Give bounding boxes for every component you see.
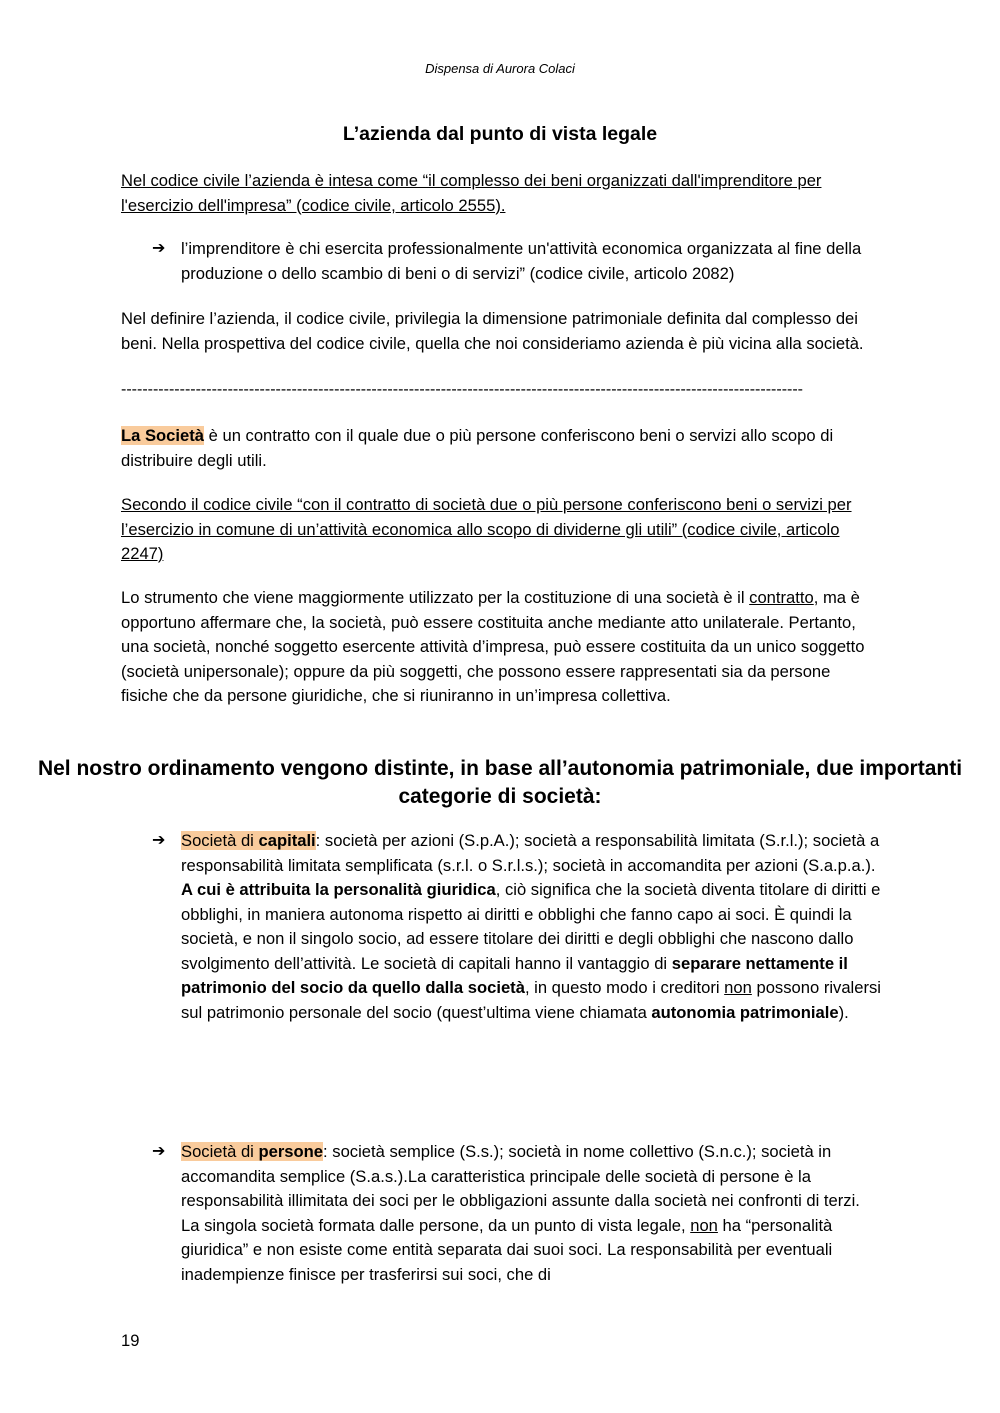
paragraph-la-societa — [121, 424, 881, 473]
separator-line: -------------------------------------------------------------------------------------------------------------------------------- — [121, 381, 803, 398]
capitali-text-5: ). — [838, 1002, 849, 1022]
capitali-text-4: possono rivalersi sul patrimonio personale del socio (quest’ultima viene chiamata — [181, 978, 881, 1022]
contratto-word: contratto — [749, 588, 814, 607]
capitali-text-2: , ciò significa che la società diventa titolare di diritti e obblighi, in maniera autonoma rispetto ai diritti e obblighi che fanno capo ai soci. È quindi la società, e non il singolo socio, ad essere titolare dei diritti e degli obblighi che nascono dallo svolgimento dell’attività. Le società di capitali hanno il vantaggio di — [181, 880, 881, 973]
la-societa-text: è un contratto con il quale due o più persone conferiscono beni o servizi allo scopo di distribuire degli utili. — [121, 426, 834, 470]
paragraph-azienda-definition: Nel codice civile l’azienda è intesa come “il complesso dei beni organizzati dall'imprenditore per l'esercizio dell'impresa” (codice civile, articolo 2555). — [121, 171, 822, 215]
strumento-text-b: , ma è opportuno affermare che, la società, può essere costituita anche mediante atto unilaterale. Pertanto, una società, nonché soggetto esercente attività d’impresa, può essere costituita da un unico soggetto (società unipersonale); oppure da più soggetti, che possono essere rappresentati sia da persone fisiche che da persone giuridiche, che si riuniranno in un’impresa collettiva. — [121, 588, 865, 705]
societa-persone-text — [181, 1140, 882, 1287]
page-number: 19 — [121, 1331, 140, 1350]
capitali-bold-3: autonomia patrimoniale — [651, 1002, 839, 1022]
page-title: L’azienda dal punto di vista legale — [342, 123, 658, 145]
persone-text-1: : società semplice (S.s.); società in nome collettivo (S.n.c.); società in accomandita semplice (S.a.s.).La caratteristica principale delle società di persone è la responsabilità illimitata dei soci per le obbligazioni assunte dalla società nei confronti di terzi. La singola società formata dalle persone, da un punto di vista legale, — [181, 1142, 860, 1235]
arrow-icon: ➔ — [152, 1143, 166, 1160]
persone-non: non — [690, 1215, 718, 1235]
arrow-icon: ➔ — [152, 240, 166, 257]
paragraph-codice-civile-2247: Secondo il codice civile “con il contratto di società due o più persone conferiscono beni o servizi per l’esercizio in comune di un’attività economica allo scopo di dividerne gli utili” (codice civile, articolo 2247) — [121, 495, 852, 563]
capitali-non: non — [724, 978, 752, 997]
arrow-icon: ➔ — [152, 832, 166, 849]
capitali-text-1: : società per azioni (S.p.A.); società a responsabilità limitata (S.r.l.); società a responsabilità limitata semplificata (s.r.l. o S.r.l.s.); società in accomandita per azioni (S.a.p.a.). — [181, 831, 880, 875]
persone-text-2: ha “personalità giuridica” e non esiste come entità separata dai suoi soci. La responsabilità per eventuali inadempienze finisce per trasferirsi sui soci, che di — [181, 1215, 833, 1284]
societa-persone-label — [181, 1142, 323, 1161]
capitali-text-3: , in questo modo i creditori — [524, 978, 725, 997]
label-capitali: capitali — [258, 831, 316, 850]
bullet-imprenditore-text: l’imprenditore è chi esercita professionalmente un'attività economica organizzata al fine della produzione o dello scambio di beni o di servizi” (codice civile, articolo 2082) — [181, 239, 862, 283]
capitali-bold-2: separare nettamente il patrimonio del socio da quello dalla società — [181, 953, 848, 997]
label-prefix: Società di — [181, 831, 259, 850]
section-heading-categorie: Nel nostro ordinamento vengono distinte, in base all’autonomia patrimoniale, due importanti categorie di società: — [37, 757, 963, 808]
paragraph-strumento — [121, 586, 881, 709]
page-header: Dispensa di Aurora Colaci — [425, 61, 575, 76]
societa-capitali-text — [181, 829, 882, 1025]
strumento-text-a: Lo strumento che viene maggiormente utilizzato per la costituzione di una società è il — [121, 588, 750, 607]
bullet-imprenditore — [152, 237, 882, 286]
label-persone: persone — [258, 1142, 324, 1161]
bullet-societa-persone — [152, 1140, 882, 1287]
capitali-bold-1: A cui è attribuita la personalità giuridica — [181, 880, 496, 899]
term-la-societa: La Società — [121, 426, 205, 445]
label-prefix: Società di — [181, 1142, 259, 1161]
paragraph-dimensione-patrimoniale: Nel definire l’azienda, il codice civile, privilegia la dimensione patrimoniale definita dal complesso dei beni. Nella prospettiva del codice civile, quella che noi consideriamo azienda è più vicina alla società. — [121, 309, 864, 353]
bullet-societa-capitali — [152, 829, 882, 1025]
societa-capitali-label — [181, 831, 316, 850]
